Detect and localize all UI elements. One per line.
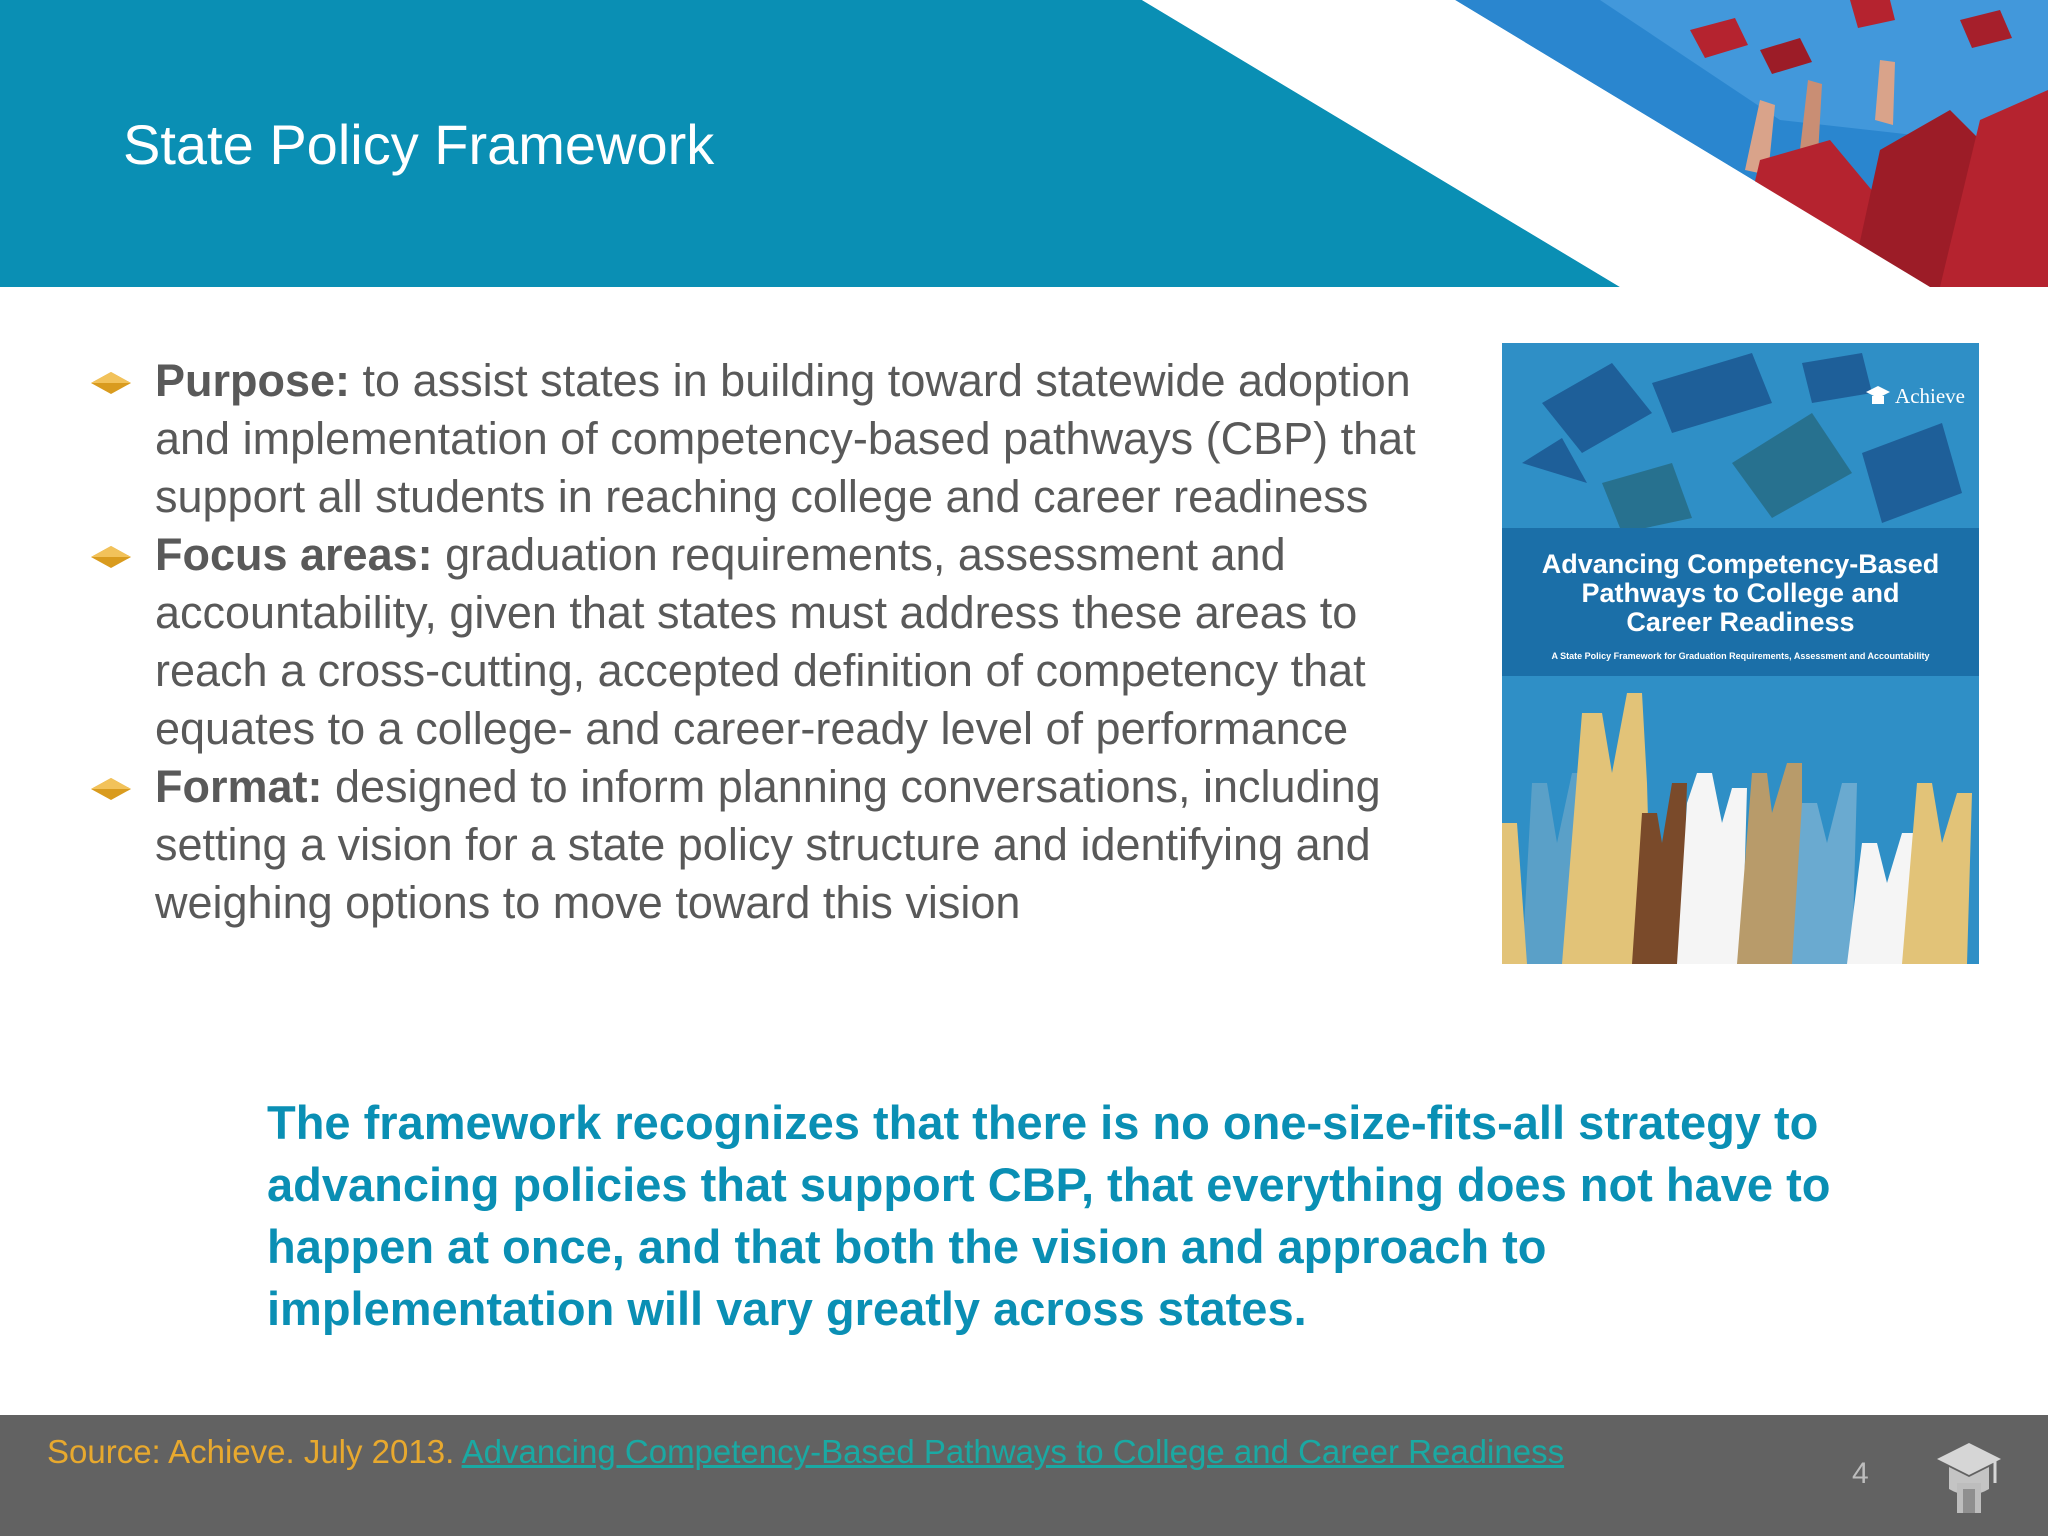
cover-title-line: Advancing Competency-Based [1541, 549, 1940, 579]
bullet-text: graduation requirements, assessment and accountability, given that states must address these areas to reach a cross-cutting, accepted definition of competency that equates to a college- and career-ready level of performance [155, 529, 1366, 754]
cover-title-line: Pathways to College and [1581, 578, 1900, 608]
slide-title: State Policy Framework [123, 113, 715, 176]
cover-title [1502, 550, 1979, 637]
achieve-mortarboard-logo-icon [1935, 1439, 2003, 1515]
bullet-text: to assist states in building toward statewide adoption and implementation of competency-based pathways (CBP) that support all students in reaching college and career readiness [155, 355, 1416, 522]
cover-logo-text: Achieve [1895, 383, 1965, 408]
bullet-list [88, 352, 1478, 932]
gold-diamond-bullet-icon [91, 546, 131, 568]
bullet-term: Format: [155, 761, 323, 812]
gold-diamond-bullet-icon [91, 372, 131, 394]
bullet-format [88, 758, 1478, 932]
cover-title-line: Career Readiness [1626, 607, 1855, 637]
bullet-focus-areas [88, 526, 1478, 758]
callout-text: The framework recognizes that there is no one-size-fits-all strategy to advancing policies that support CBP, that everything does not have to happen at once, and that both the vision and approach to implementation will vary greatly across states. [267, 1096, 1831, 1335]
gold-diamond-bullet-icon [91, 778, 131, 800]
report-cover-image [1502, 343, 1979, 964]
bullet-term: Focus areas: [155, 529, 433, 580]
mortarboard-icon [1865, 383, 1891, 409]
page-number: 4 [1852, 1457, 1869, 1490]
bullet-term: Purpose: [155, 355, 351, 406]
footer-bar [0, 1415, 2048, 1536]
source-link[interactable]: Advancing Competency-Based Pathways to College and Career Readiness [461, 1433, 1565, 1470]
bullet-text: designed to inform planning conversations, including setting a vision for a state policy structure and identifying and weighing options to move toward this vision [155, 761, 1381, 928]
bullet-purpose [88, 352, 1478, 526]
source-prefix: Source: Achieve. July 2013. [47, 1433, 462, 1470]
cover-subtitle: A State Policy Framework for Graduation Requirements, Assessment and Accountability [1551, 651, 1930, 661]
cover-logo [1865, 383, 1965, 409]
source-citation [47, 1433, 1564, 1471]
